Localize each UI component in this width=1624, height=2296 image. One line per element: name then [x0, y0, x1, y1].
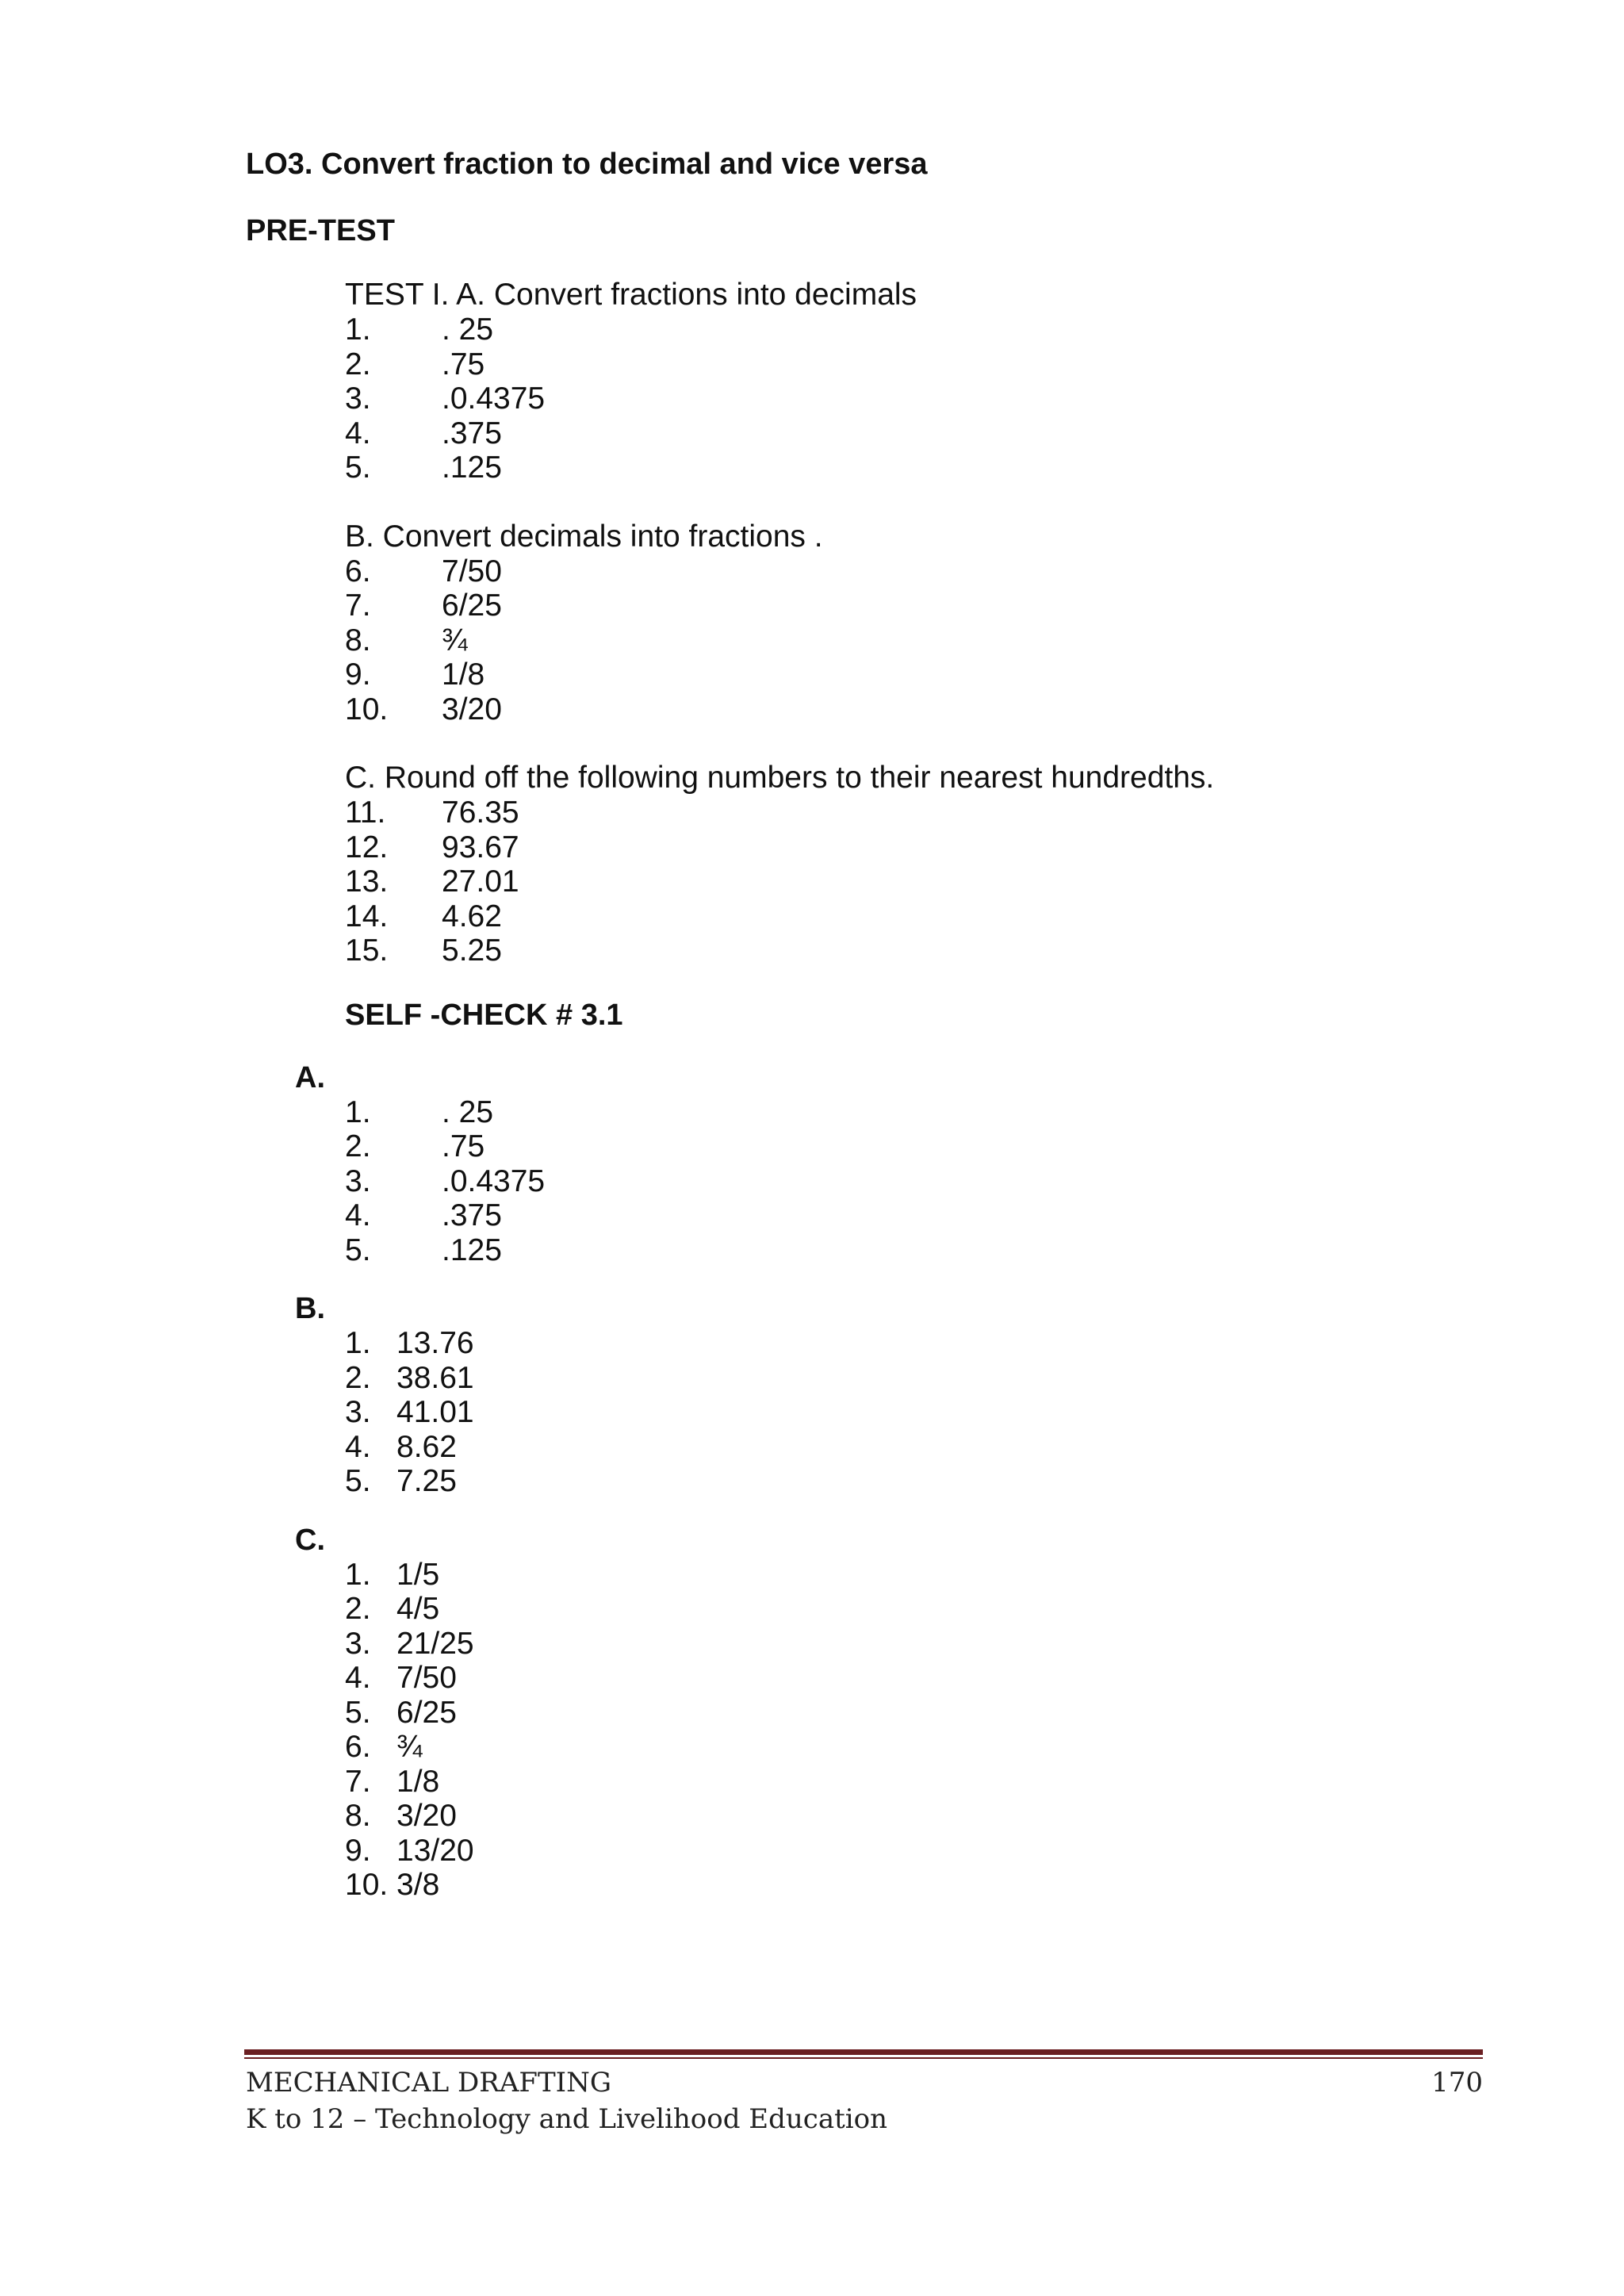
- list-item: 9. 13/20: [345, 1833, 474, 1868]
- item-value: .125: [442, 450, 502, 485]
- list-item: [345, 1233, 1483, 1268]
- item-number: 8.: [345, 623, 371, 657]
- item-value: .125: [442, 1232, 502, 1267]
- list-item: [345, 864, 1483, 899]
- list-item: [345, 1095, 1483, 1130]
- item-value: .0.4375: [442, 1163, 546, 1198]
- item-value: 27.01: [442, 864, 519, 899]
- list-item: [345, 1198, 1483, 1233]
- item-value: 4.62: [442, 899, 502, 933]
- self-check-section-a-letter: A.: [295, 1060, 325, 1094]
- list-item: 2. 4/5: [345, 1592, 440, 1626]
- list-item: [345, 450, 1483, 485]
- item-value: 93.67: [442, 830, 519, 864]
- self-check-section-b-letter: B.: [295, 1292, 325, 1325]
- list-item: [345, 416, 1483, 451]
- list-item: [345, 312, 1483, 347]
- learning-outcome-title: LO3. Convert fraction to decimal and vice versa: [246, 148, 928, 181]
- pretest-section-a: [345, 278, 1483, 485]
- item-value: .75: [442, 1129, 485, 1163]
- list-item: [345, 657, 1483, 692]
- self-check-section-b: [246, 1291, 1483, 1499]
- self-check-section-a: [246, 1060, 1483, 1268]
- item-value: 7/50: [442, 554, 502, 588]
- list-item: [345, 899, 1483, 934]
- list-item: [345, 1164, 1483, 1199]
- list-item: 4. 7/50: [345, 1661, 457, 1695]
- item-number: 15.: [345, 933, 389, 968]
- footer-row: [246, 2064, 1483, 2101]
- footer-program: K to 12 – Technology and Livelihood Education: [246, 2103, 887, 2135]
- self-check-section-c-list: [345, 1558, 1483, 1903]
- list-item: 8. 3/20: [345, 1799, 457, 1833]
- item-number: 9.: [345, 657, 371, 692]
- item-number: 4.: [345, 416, 371, 450]
- item-number: 11.: [345, 795, 386, 830]
- self-check-section-c: [246, 1523, 1483, 1903]
- list-item: 2. 38.61: [345, 1360, 474, 1395]
- item-number: 6.: [345, 554, 371, 588]
- pretest-section-c: [345, 761, 1483, 968]
- item-number: 5.: [345, 450, 371, 485]
- footer-divider-thick: [244, 2049, 1483, 2055]
- list-item: 4. 8.62: [345, 1429, 457, 1464]
- list-item: 6. ¾: [345, 1730, 423, 1764]
- self-check-title: SELF -CHECK # 3.1: [345, 998, 623, 1032]
- list-item: [345, 381, 1483, 416]
- list-item: [345, 347, 1483, 382]
- page-content: [246, 143, 1483, 1903]
- list-item: 7. 1/8: [345, 1764, 440, 1799]
- list-item: 5. 7.25: [345, 1464, 457, 1498]
- item-value: 76.35: [442, 795, 519, 830]
- item-value: .375: [442, 1198, 502, 1232]
- pretest-section-b-heading: B. Convert decimals into fractions .: [345, 519, 823, 554]
- item-number: 10.: [345, 692, 389, 726]
- pretest-section-c-list: [345, 795, 1483, 968]
- footer-subject: MECHANICAL DRAFTING: [246, 2067, 612, 2099]
- list-item: 10. 3/8: [345, 1868, 440, 1902]
- list-item: [345, 692, 1483, 727]
- item-value: .375: [442, 416, 502, 450]
- list-item: 1. 1/5: [345, 1557, 440, 1592]
- list-item: [345, 623, 1483, 658]
- item-value: 6/25: [442, 588, 502, 623]
- pretest-section-b-list: [345, 554, 1483, 727]
- list-item: [345, 588, 1483, 623]
- item-number: 3.: [345, 381, 371, 416]
- pretest-section-b: [345, 519, 1483, 727]
- list-item: [345, 554, 1483, 589]
- item-number: 13.: [345, 864, 389, 899]
- list-item: 3. 41.01: [345, 1395, 474, 1429]
- item-number: 1.: [345, 1094, 371, 1129]
- item-value: 5.25: [442, 933, 502, 968]
- list-item: [345, 830, 1483, 865]
- page-number: 170: [1431, 2067, 1483, 2099]
- pretest-section-a-list: [345, 312, 1483, 485]
- item-number: 12.: [345, 830, 389, 864]
- item-number: 4.: [345, 1198, 371, 1232]
- footer-divider-thin: [244, 2057, 1483, 2059]
- list-item: 5. 6/25: [345, 1695, 457, 1730]
- item-value: 1/8: [442, 657, 485, 692]
- item-value: . 25: [442, 1094, 494, 1129]
- item-number: 2.: [345, 1129, 371, 1163]
- item-value: 3/20: [442, 692, 502, 726]
- list-item: [345, 795, 1483, 830]
- item-value: . 25: [442, 312, 494, 347]
- item-value: .0.4375: [442, 381, 546, 416]
- page-footer: [246, 2064, 1483, 2137]
- pretest-title: PRE-TEST: [246, 214, 395, 247]
- item-number: 5.: [345, 1232, 371, 1267]
- self-check-section-c-letter: C.: [295, 1523, 325, 1557]
- item-number: 3.: [345, 1163, 371, 1198]
- pretest-section-a-heading: TEST I. A. Convert fractions into decimals: [345, 278, 917, 312]
- item-number: 7.: [345, 588, 371, 623]
- list-item: 1. 13.76: [345, 1326, 474, 1360]
- item-value: ¾: [442, 623, 468, 657]
- item-value: .75: [442, 347, 485, 381]
- list-item: [345, 1129, 1483, 1164]
- item-number: 2.: [345, 347, 371, 381]
- self-check-section-b-list: [345, 1326, 1483, 1499]
- item-number: 14.: [345, 899, 389, 933]
- pretest-section-c-heading: C. Round off the following numbers to their nearest hundredths.: [345, 761, 1215, 795]
- list-item: [345, 933, 1483, 968]
- item-number: 1.: [345, 312, 371, 347]
- list-item: 3. 21/25: [345, 1626, 474, 1661]
- self-check-section-a-list: [345, 1095, 1483, 1268]
